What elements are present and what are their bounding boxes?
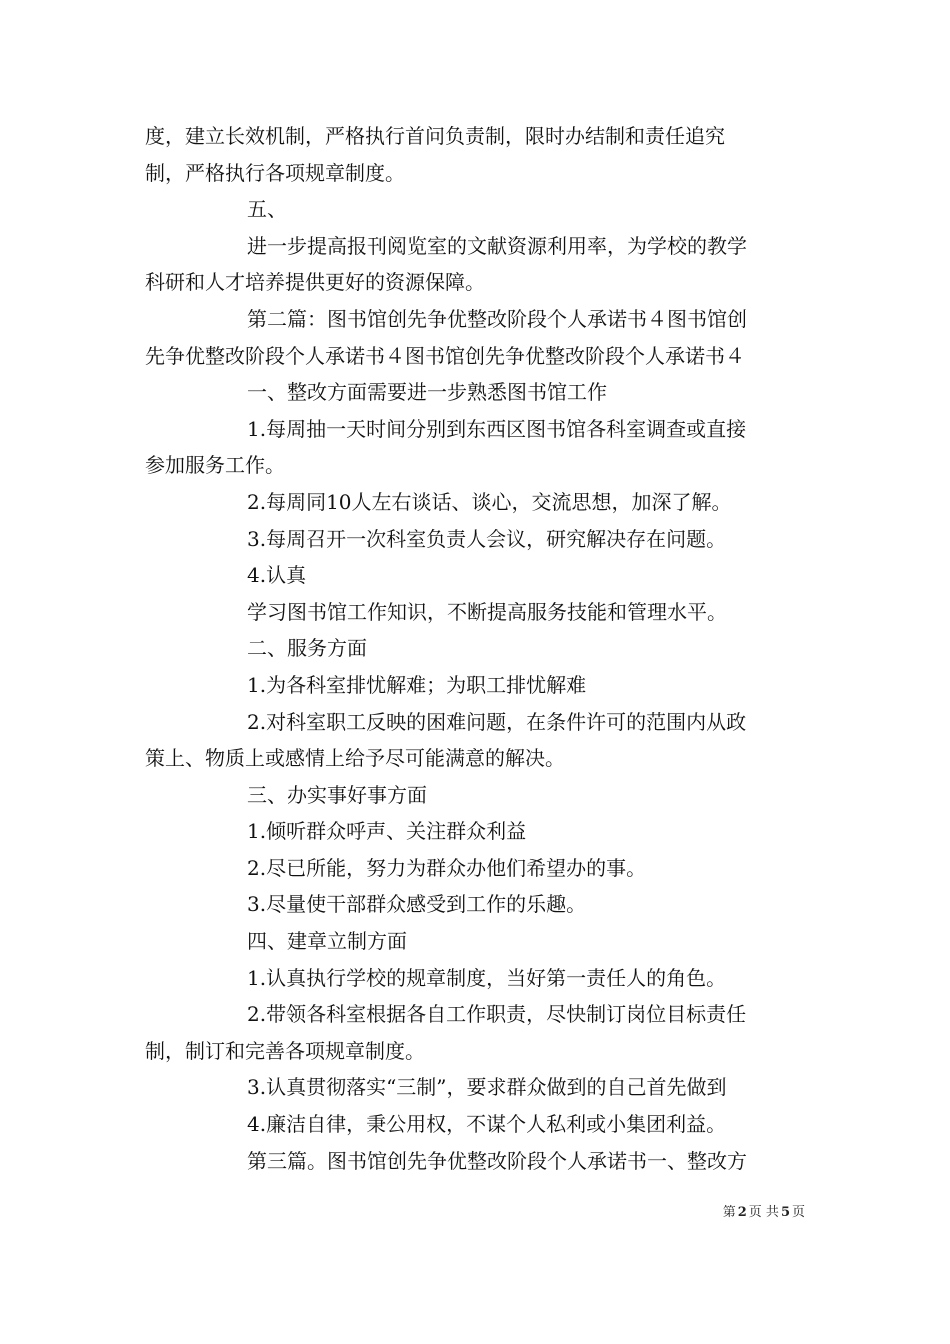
document-body [145, 118, 810, 1179]
text-line: 度，建立长效机制，严格执行首问负责制，限时办结制和责任追究 [145, 124, 725, 148]
text-line: 三、办实事好事方面 [247, 782, 427, 807]
text-line: 先争优整改阶段个人承诺书４图书馆创先争优整改阶段个人承诺书４ [145, 343, 745, 368]
text-line: 制，严格执行各项规章制度。 [145, 160, 405, 185]
text-line: 一、整改方面需要进一步熟悉图书馆工作 [247, 380, 607, 405]
text-line: 3.认真贯彻落实“三制”，要求群众做到的自己首先做到 [247, 1075, 727, 1100]
text-line: 2.对科室职工反映的困难问题，在条件许可的范围内从政 [247, 709, 747, 734]
text-line: 2.尽已所能，努力为群众办他们希望办的事。 [247, 855, 647, 880]
text-line: 1.每周抽一天时间分别到东西区图书馆各科室调查或直接 [247, 416, 747, 441]
text-line: 第二篇：图书馆创先争优整改阶段个人承诺书４图书馆创 [247, 306, 747, 331]
footer-suffix: 页 [791, 1205, 805, 1220]
total-pages-number: 5 [780, 1205, 790, 1220]
text-line: 4.认真 [247, 563, 307, 588]
text-line: 二、服务方面 [247, 636, 367, 661]
text-line: 2.每周同10人左右谈话、谈心，交流思想，加深了解。 [247, 489, 732, 514]
text-line: 参加服务工作。 [145, 453, 285, 478]
text-line: 3.每周召开一次科室负责人会议，研究解决存在问题。 [247, 526, 727, 551]
footer-middle: 页 共 [748, 1205, 779, 1220]
footer-prefix: 第 [722, 1205, 736, 1220]
text-line: 科研和人才培养提供更好的资源保障。 [145, 270, 485, 295]
text-line: 五、 [247, 197, 287, 222]
text-line: 2.带领各科室根据各自工作职责，尽快制订岗位目标责任 [247, 1002, 747, 1027]
text-line: 制，制订和完善各项规章制度。 [145, 1038, 425, 1063]
page-footer [723, 1204, 805, 1222]
current-page-number: 2 [737, 1205, 747, 1220]
text-line: 学习图书馆工作知识，不断提高服务技能和管理水平。 [247, 599, 727, 624]
text-line: 3.尽量使干部群众感受到工作的乐趣。 [247, 892, 587, 917]
text-line: 1.倾听群众呼声、关注群众利益 [247, 819, 527, 844]
text-line: 进一步提高报刊阅览室的文献资源利用率，为学校的教学 [247, 233, 747, 258]
text-line: 策上、物质上或感情上给予尽可能满意的解决。 [145, 746, 565, 771]
text-line: 四、建章立制方面 [247, 929, 407, 954]
text-line: 4.廉洁自律，秉公用权，不谋个人私利或小集团利益。 [247, 1112, 727, 1137]
text-line: 1.认真执行学校的规章制度，当好第一责任人的角色。 [247, 965, 727, 990]
text-line: 第三篇。图书馆创先争优整改阶段个人承诺书一、整改方 [247, 1148, 747, 1173]
text-line: 1.为各科室排忧解难；为职工排忧解难 [247, 672, 587, 697]
